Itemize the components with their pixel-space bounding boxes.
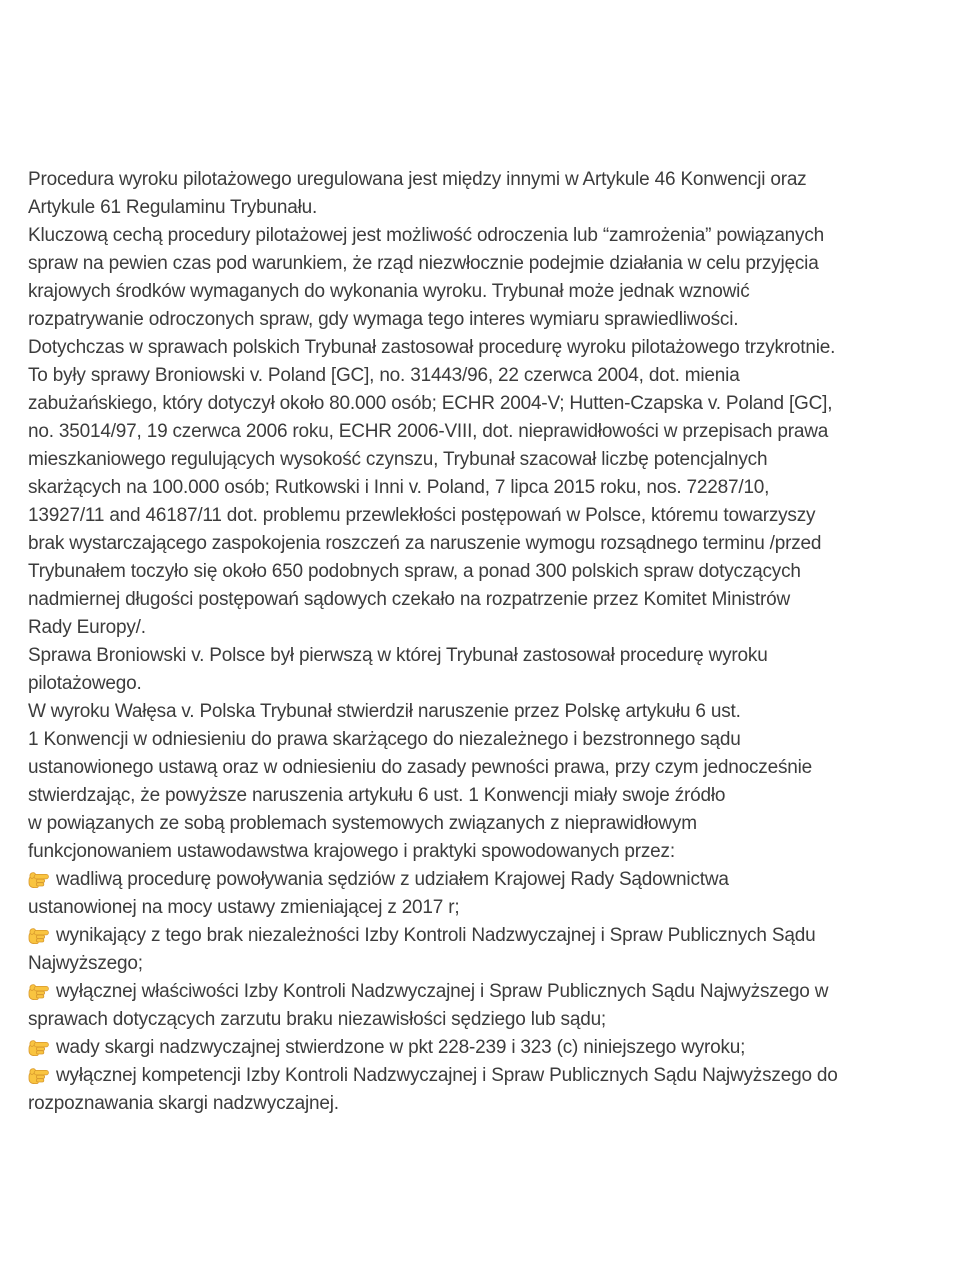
bullet-line — [28, 866, 942, 894]
bullet-line — [28, 1034, 942, 1062]
text-line — [28, 558, 942, 586]
bullet-line — [28, 1062, 942, 1090]
text-line — [28, 838, 942, 866]
text-line — [28, 670, 942, 698]
bullet-line — [28, 978, 942, 1006]
text-line-content: Artykule 61 Regulaminu Trybunału. — [28, 197, 318, 218]
text-line-content: mieszkaniowego regulujących wysokość czynszu, Trybunał szacował liczbę potencjalnych — [28, 449, 768, 470]
text-line-content: krajowych środków wymaganych do wykonania wyroku. Trybunał może jednak wznowić — [28, 281, 750, 302]
text-line-content: Procedura wyroku pilotażowego uregulowana jest między innymi w Artykule 46 Konwencji oraz — [28, 169, 807, 190]
text-line-content: 13927/11 and 46187/11 dot. problemu przewlekłości postępowań w Polsce, któremu towarzyszy — [28, 505, 816, 526]
text-line — [28, 1006, 942, 1034]
bullet-line-content: wyłącznej właściwości Izby Kontroli Nadzwyczajnej i Spraw Publicznych Sądu Najwyższego w — [56, 981, 829, 1002]
text-line-content: rozpatrywanie odroczonych spraw, gdy wymaga tego interes wymiaru sprawiedliwości. — [28, 309, 739, 330]
text-line — [28, 726, 942, 754]
text-line-content: 1 Konwencji w odniesieniu do prawa skarżącego do niezależnego i bezstronnego sądu — [28, 729, 741, 750]
text-line-content: Sprawa Broniowski v. Polsce był pierwszą w której Trybunał zastosował procedurę wyroku — [28, 645, 768, 666]
text-line-content: W wyroku Wałęsa v. Polska Trybunał stwierdził naruszenie przez Polskę artykułu 6 ust. — [28, 701, 741, 722]
text-line-content: Najwyższego; — [28, 953, 143, 974]
text-line — [28, 334, 942, 362]
text-line — [28, 362, 942, 390]
text-line — [28, 166, 942, 194]
bullet-line-content: wyłącznej kompetencji Izby Kontroli Nadzwyczajnej i Spraw Publicznych Sądu Najwyższego do — [56, 1065, 838, 1086]
text-line-content: Kluczową cechą procedury pilotażowej jest możliwość odroczenia lub “zamrożenia” powiązanych — [28, 225, 825, 246]
text-line-content: pilotażowego. — [28, 673, 142, 694]
text-line-content: zabużańskiego, który dotyczył około 80.000 osób; ECHR 2004-V; Hutten-Czapska v. Poland [GC], — [28, 393, 833, 414]
text-line — [28, 1090, 942, 1118]
text-line-content: nadmiernej długości postępowań sądowych czekało na rozpatrzenie przez Komitet Ministrów — [28, 589, 790, 610]
pointing-hand-icon — [28, 869, 49, 889]
text-line — [28, 306, 942, 334]
text-line-content: funkcjonowaniem ustawodawstwa krajowego i praktyki spowodowanych przez: — [28, 841, 675, 862]
pointing-hand-icon — [28, 1065, 49, 1085]
bullet-line-content: wadliwą procedurę powoływania sędziów z udziałem Krajowej Rady Sądownictwa — [56, 869, 729, 890]
text-line-content: sprawach dotyczących zarzutu braku niezawisłości sędziego lub sądu; — [28, 1009, 607, 1030]
bullet-line-content: wady skargi nadzwyczajnej stwierdzone w pkt 228-239 i 323 (c) niniejszego wyroku; — [56, 1037, 746, 1058]
text-line-content: w powiązanych ze sobą problemach systemowych związanych z nieprawidłowym — [28, 813, 697, 834]
text-line — [28, 810, 942, 838]
text-line-content: no. 35014/97, 19 czerwca 2006 roku, ECHR 2006-VIII, dot. nieprawidłowości w przepisach prawa — [28, 421, 829, 442]
pointing-hand-icon — [28, 925, 49, 945]
text-line-content: stwierdzając, że powyższe naruszenia artykułu 6 ust. 1 Konwencji miały swoje źródło — [28, 785, 726, 806]
text-line-content: spraw na pewien czas pod warunkiem, że rząd niezwłocznie podejmie działania w celu przyjęcia — [28, 253, 819, 274]
text-line — [28, 502, 942, 530]
text-line — [28, 754, 942, 782]
text-line — [28, 642, 942, 670]
text-line-content: ustanowionej na mocy ustawy zmieniającej z 2017 r; — [28, 897, 460, 918]
pointing-hand-icon — [28, 1037, 49, 1057]
text-line — [28, 250, 942, 278]
text-line — [28, 782, 942, 810]
text-line — [28, 530, 942, 558]
text-line-content: To były sprawy Broniowski v. Poland [GC], no. 31443/96, 22 czerwca 2004, dot. mienia — [28, 365, 740, 386]
text-line-content: rozpoznawania skargi nadzwyczajnej. — [28, 1093, 339, 1114]
text-line — [28, 446, 942, 474]
text-line — [28, 698, 942, 726]
text-line-content: Dotychczas w sprawach polskich Trybunał zastosował procedurę wyroku pilotażowego trzykrotnie. — [28, 337, 836, 358]
text-line — [28, 418, 942, 446]
text-line — [28, 614, 942, 642]
text-line-content: ustanowionego ustawą oraz w odniesieniu do zasady pewności prawa, przy czym jednocześnie — [28, 757, 813, 778]
text-line — [28, 474, 942, 502]
pointing-hand-icon — [28, 981, 49, 1001]
text-line-content: brak wystarczającego zaspokojenia roszczeń za naruszenie wymogu rozsądnego terminu /przed — [28, 533, 822, 554]
text-line — [28, 586, 942, 614]
text-line — [28, 390, 942, 418]
text-line-content: Trybunałem toczyło się około 650 podobnych spraw, a ponad 300 polskich spraw dotyczących — [28, 561, 801, 582]
text-line — [28, 194, 942, 222]
text-line — [28, 950, 942, 978]
bullet-line-content: wynikający z tego brak niezależności Izby Kontroli Nadzwyczajnej i Spraw Publicznych Sądu — [56, 925, 816, 946]
text-line — [28, 278, 942, 306]
text-line — [28, 894, 942, 922]
bullet-line — [28, 922, 942, 950]
text-line-content: skarżących na 100.000 osób; Rutkowski i Inni v. Poland, 7 lipca 2015 roku, nos. 72287/10, — [28, 477, 770, 498]
text-line — [28, 222, 942, 250]
text-line-content: Rady Europy/. — [28, 617, 146, 638]
